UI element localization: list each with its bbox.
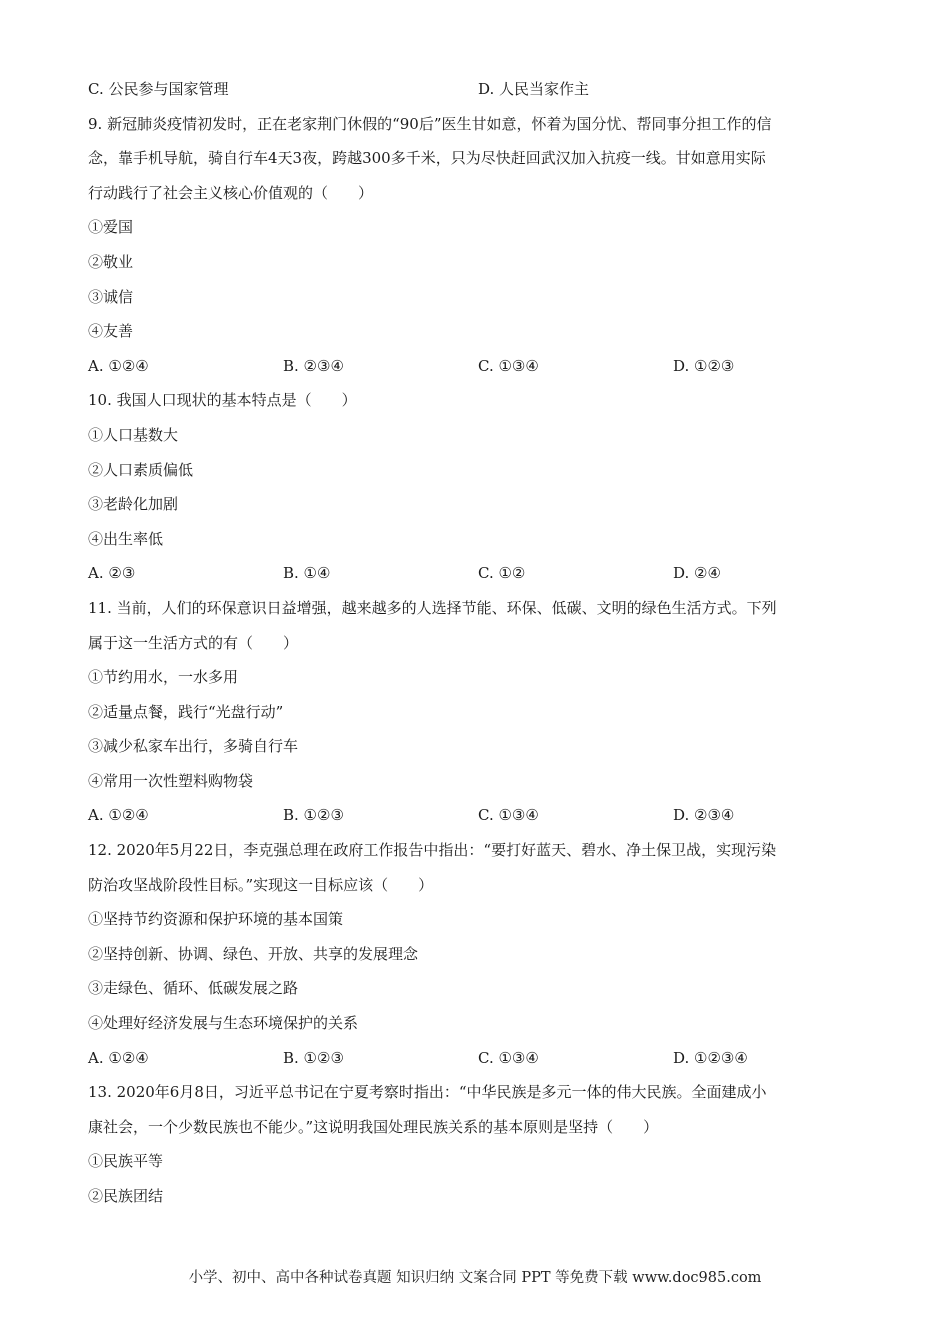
question-10 [88,383,868,591]
option-a: A. ①②④ [88,1048,149,1067]
option-d: D. ②③④ [673,806,735,825]
statement-item: ②坚持创新、协调、绿色、开放、共享的发展理念 [88,944,419,963]
question-stem: 9. 新冠肺炎疫情初发时，正在老家荆门休假的“90后”医生甘如意，怀着为国分忧、帮同事分担工作的信 [88,114,772,133]
statement-item: ④友善 [88,322,134,341]
option-c: C. ①③④ [478,356,539,375]
question-stem: 康社会，一个少数民族也不能少。”这说明我国处理民族关系的基本原则是坚持（ ） [88,1117,659,1136]
statement-item: ④出生率低 [88,529,164,548]
option-b: B. ②③④ [283,356,344,375]
options-row-q8 [88,72,868,107]
options-row [88,1041,868,1076]
statement-item: ②敬业 [88,252,134,271]
statement-item: ②适量点餐，践行“光盘行动” [88,702,284,721]
statement-item: ③诚信 [88,287,134,306]
statement-item: ①民族平等 [88,1152,164,1171]
option-a: A. ①②④ [88,806,149,825]
statement-item: ③老龄化加剧 [88,495,179,514]
page-footer: 小学、初中、高中各种试卷真题 知识归纳 文案合同 PPT 等免费下载 www.doc985.com [188,1270,762,1286]
question-11 [88,591,868,833]
statement-item: ①爱国 [88,218,134,237]
statement-item: ①人口基数大 [88,425,179,444]
option-d: D. ①②③④ [673,1048,748,1067]
option-b: B. ①②③ [283,806,344,825]
options-row [88,556,868,591]
question-12 [88,833,868,1075]
option-c: C. ①② [478,564,526,583]
option-a: A. ①②④ [88,356,149,375]
statement-item: ④常用一次性塑料购物袋 [88,771,254,790]
option-c: C. 公民参与国家管理 [88,80,229,98]
option-c: C. ①③④ [478,806,539,825]
statement-item: ②人口素质偏低 [88,460,194,479]
option-a: A. ②③ [88,564,136,583]
question-stem: 13. 2020年6月8日，习近平总书记在宁夏考察时指出：“中华民族是多元一体的伟大民族。全面建成小 [88,1083,767,1102]
statement-item: ①节约用水，一水多用 [88,668,239,687]
options-row [88,798,868,833]
question-stem: 属于这一生活方式的有（ ） [88,633,299,652]
statement-item: ②民族团结 [88,1187,164,1205]
option-d: D. ②④ [673,564,721,583]
option-d: D. ①②③ [673,356,735,375]
question-13 [88,1075,868,1213]
options-row [88,349,868,384]
statement-item: ④处理好经济发展与生态环境保护的关系 [88,1014,359,1033]
statement-item: ①坚持节约资源和保护环境的基本国策 [88,910,344,929]
question-stem: 防治攻坚战阶段性目标。”实现这一目标应该（ ） [88,875,434,894]
question-stem: 念，靠手机导航，骑自行车4天3夜，跨越300多千米，只为尽快赶回武汉加入抗疫一线。甘如意用实际 [88,149,766,168]
statement-item: ③走绿色、循环、低碳发展之路 [88,979,299,998]
option-d: D. 人民当家作主 [478,80,590,98]
question-stem: 10. 我国人口现状的基本特点是（ ） [88,391,357,410]
question-stem: 11. 当前，人们的环保意识日益增强，越来越多的人选择节能、环保、低碳、文明的绿色生活方式。下列 [88,598,777,617]
document-page [88,72,868,1214]
option-b: B. ①②③ [283,1048,344,1067]
question-stem: 12. 2020年5月22日，李克强总理在政府工作报告中指出：“要打好蓝天、碧水、净土保卫战，实现污染 [88,841,777,860]
option-b: B. ①④ [283,564,331,583]
statement-item: ③减少私家车出行，多骑自行车 [88,737,299,756]
question-stem: 行动践行了社会主义核心价值观的（ ） [88,183,374,202]
question-9 [88,107,868,384]
option-c: C. ①③④ [478,1048,539,1067]
